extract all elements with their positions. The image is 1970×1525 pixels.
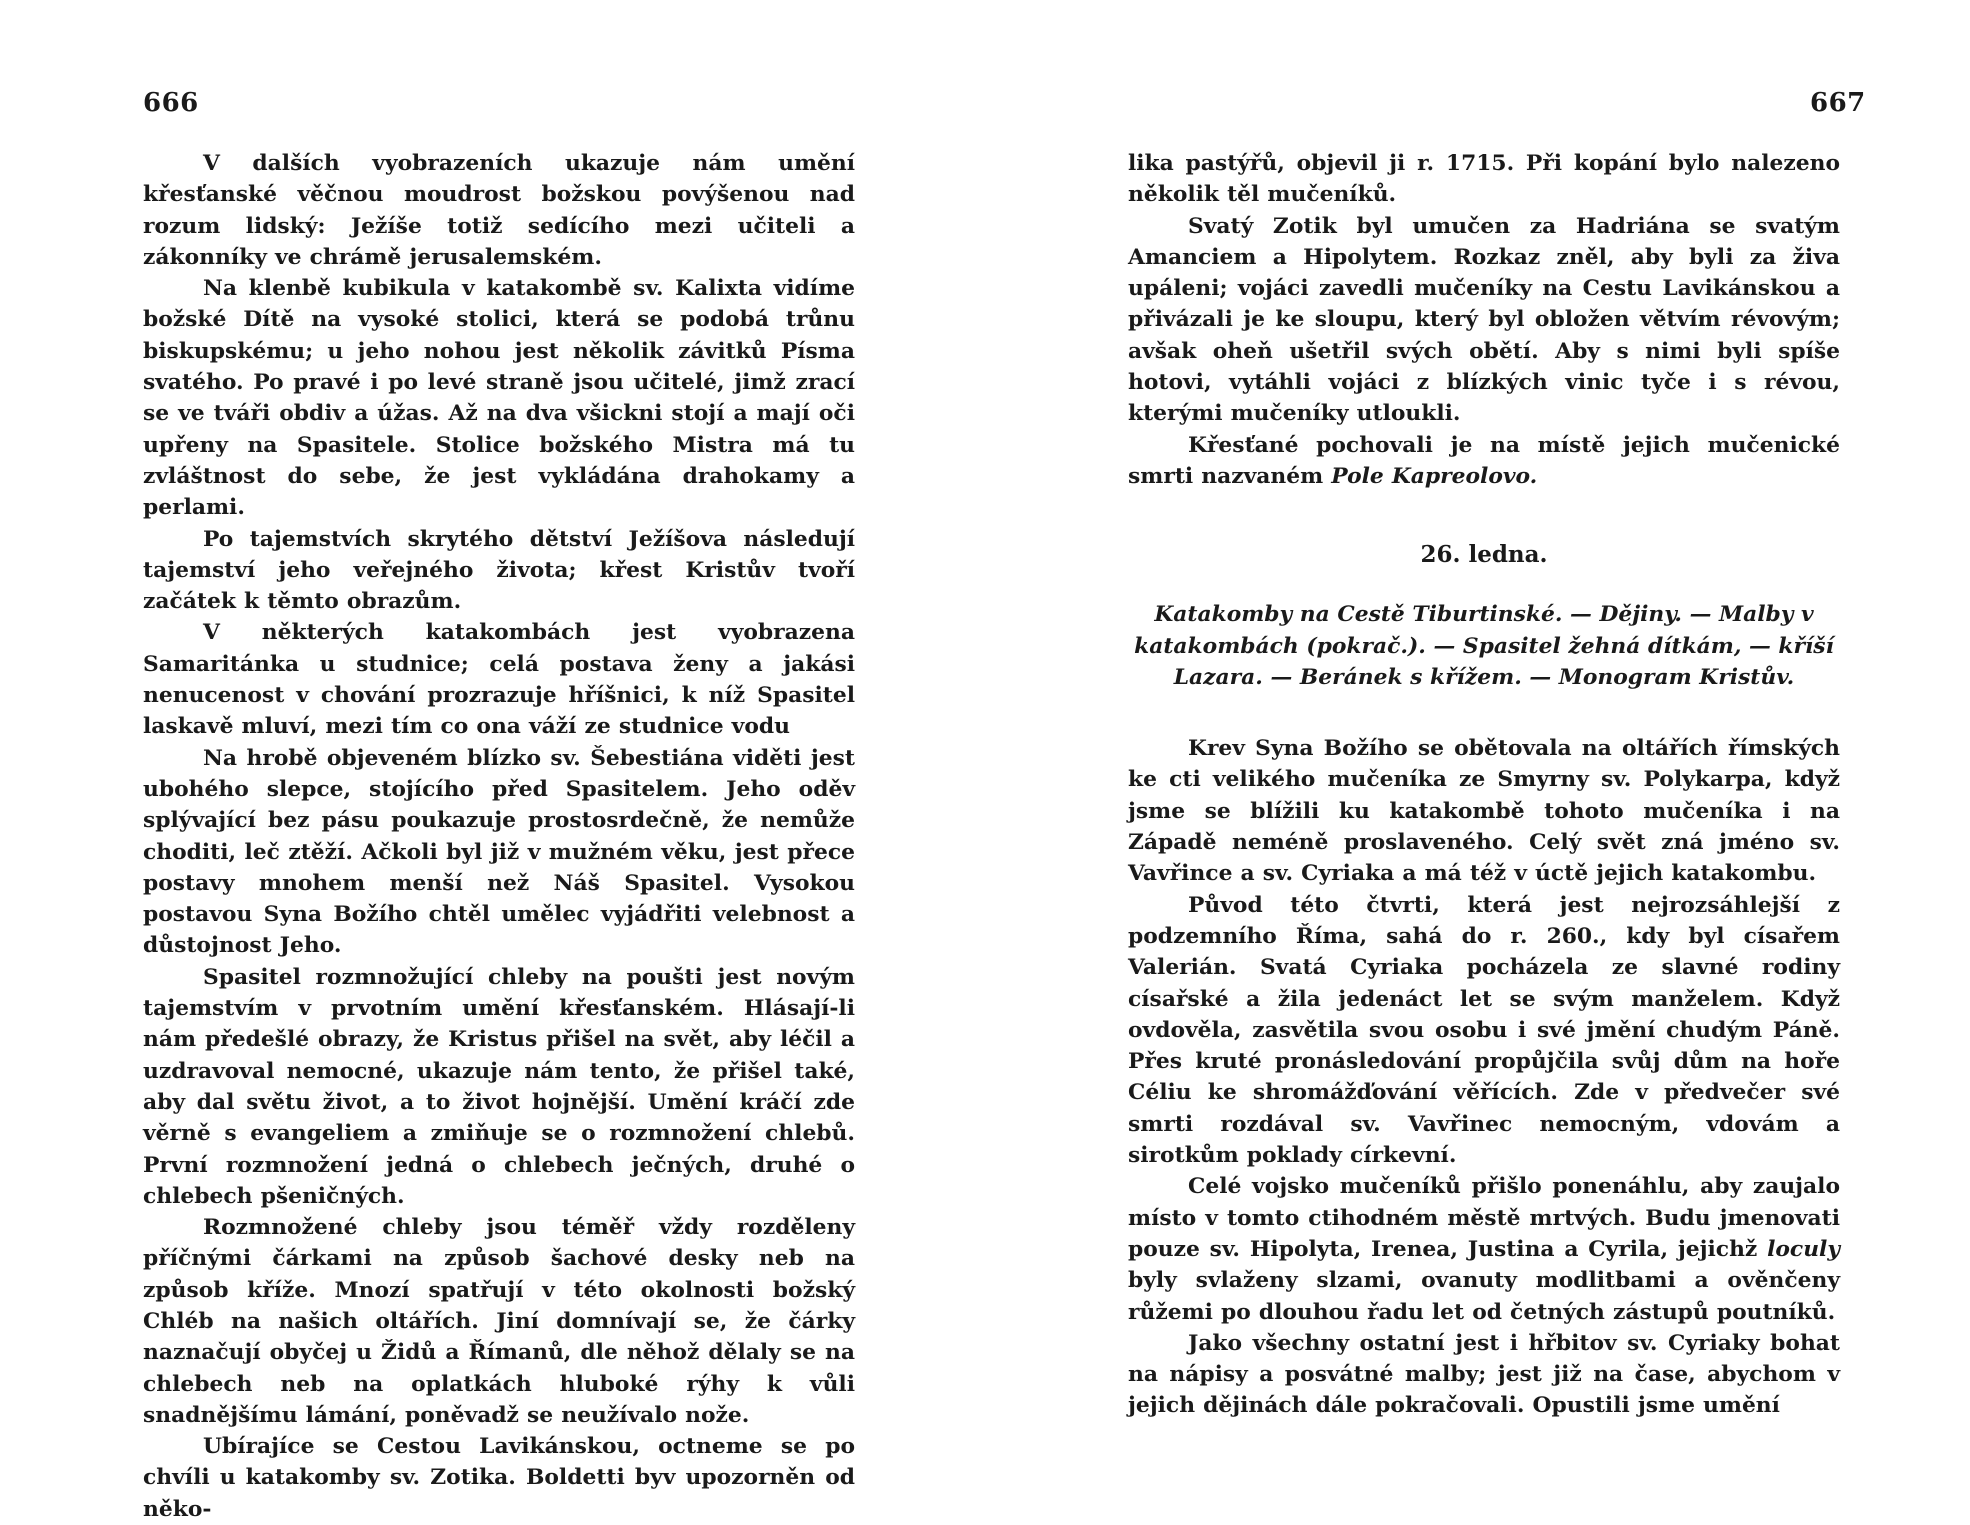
left-text-column xyxy=(143,148,855,1525)
spacer xyxy=(1128,693,1840,733)
paragraph xyxy=(1128,430,1840,493)
section-heading: 26. ledna. xyxy=(1420,541,1548,569)
spacer xyxy=(1128,570,1840,599)
left-page xyxy=(0,0,985,1522)
spacer xyxy=(1128,492,1840,539)
paragraph: Krev Syna Božího se obětovala na oltářích římských ke cti velikého mučeníka ze Smyrny sv. Polykarpa, když jsme se blížili ku katakombě tohoto mučeníka i na Západě neméně proslaveného. Celý svět zná jméno sv. Vavřince a sv. Cyriaka a má též v úctě jejich katakombu. xyxy=(1128,736,1840,887)
paragraph xyxy=(1128,1171,1840,1327)
latin-term: loculy xyxy=(1767,1236,1840,1262)
paragraph: V dalších vyobrazeních ukazuje nám umění křesťanské věčnou moudrost božskou povýšenou nad rozum lidský: Ježíše totiž sedícího mezi učiteli a zákonníky ve chrámě jerusalemském. xyxy=(143,151,855,270)
right-page xyxy=(985,0,1970,1501)
paragraph: Po tajemstvích skrytého dětství Ježíšova následují tajemství jeho veřejného života; křest Kristův tvoří začátek k těmto obrazům. xyxy=(143,526,855,615)
chapter-summary: Katakomby na Cestě Tiburtinské. — Dějiny. — Malby v katakombách (pokrač.). — Spasitel žehná dítkám, — kříší Lazara. — Beránek s křížem. — Monogram Kristův. xyxy=(1134,602,1834,690)
paragraph-text: Křesťané pochovali je na místě jejich mučenické smrti nazvaném xyxy=(1128,432,1840,489)
paragraph: Svatý Zotik byl umučen za Hadriána se svatým Amanciem a Hipolytem. Rozkaz zněl, aby byli za živa upáleni; vojáci zavedli mučeníky na Cestu Lavikánskou a přivázali je ke sloupu, který byl obložen větvím révovým; avšak oheň ušetřil svých obětí. Aby s nimi byli spíše hotovi, vytáhli vojáci z blízkých vinic tyče i s révou, kterými mučeníky utloukli. xyxy=(1128,213,1840,427)
paragraph-text: Celé vojsko mučeníků přišlo ponenáhlu, aby zaujalo místo v tomto ctihodném městě mrtvých. Budu jmenovati pouze sv. Hipolyta, Irenea, Justina a Cyrila, jejichž xyxy=(1128,1174,1840,1262)
page-number: 667 xyxy=(1810,88,1866,118)
paragraph-text: byly svlaženy slzami, ovanuty modlitbami a ověnčeny růžemi po dlouhou řadu let od četných zástupů poutníků. xyxy=(1128,1268,1840,1325)
right-text-column xyxy=(1128,148,1840,1422)
paragraph: lika pastýřů, objevil ji r. 1715. Při kopání bylo nalezeno několik těl mučeníků. xyxy=(1128,151,1840,208)
page-number: 666 xyxy=(143,88,199,118)
paragraph: V některých katakombách jest vyobrazena Samaritánka u studnice; celá postava ženy a jakási nenucenost v chování prozrazuje hříšnici, k níž Spasitel laskavě mluví, mezi tím co ona váží ze studnice vodu xyxy=(143,620,855,740)
paragraph: Rozmnožené chleby jsou téměř vždy rozděleny příčnými čárkami na způsob šachové desky neb na způsob kříže. Mnozí spatřují v této okolnosti božský Chléb na našich oltářích. Jiní domnívají se, že čárky naznačují obyčej u Židů a Římanů, dle něhož dělaly se na chlebech neb na oplatkách hluboké rýhy k vůli snadnějšímu lámání, poněvadž se neužívalo nože. xyxy=(143,1215,855,1428)
paragraph: Ubírajíce se Cestou Lavikánskou, octneme se po chvíli u katakomby sv. Zotika. Boldetti byv upozorněn od něko- xyxy=(143,1434,855,1522)
paragraph: Spasitel rozmnožující chleby na poušti jest novým tajemstvím v prvotním umění křesťanském. Hlásají-li nám předešlé obrazy, že Kristus přišel na svět, aby léčil a uzdravoval nemocné, ukazuje nám tento, že přišel také, aby dal světu život, a to život hojnější. Umění kráčí zde věrně s evangeliem a zmiňuje se o rozmnožení chlebů. První rozmnožení jedná o chlebech ječných, druhé o chlebech pšeničných. xyxy=(143,964,855,1209)
paragraph: Jako všechny ostatní jest i hřbitov sv. Cyriaky bohat na nápisy a posvátné malby; jest již na čase, abychom v jejich dějinách dále pokračovali. Opustili jsme umění xyxy=(1128,1330,1840,1419)
paragraph: Původ této čtvrti, která jest nejrozsáhlejší z podzemního Říma, sahá do r. 260., kdy byl císařem Valerián. Svatá Cyriaka pocházela ze slavné rodiny císařské a žila jedenáct let se svým manželem. Když ovdověla, zasvětila svou osobu i své jmění chudým Páně. Přes kruté pronásledování propůjčila svůj dům na hoře Céliu ke shromážďování věřících. Zde v předvečer své smrti rozdával sv. Vavřinec nemocným, vdovám a sirotkům poklady církevní. xyxy=(1128,892,1840,1169)
paragraph: Na klenbě kubikula v katakombě sv. Kalixta vidíme božské Dítě na vysoké stolici, která se podobá trůnu biskupskému; u jeho nohou jest několik závitků Písma svatého. Po pravé i po levé straně jsou učitelé, jimž zrací se ve tváři obdiv a úžas. Až na dva všickni stojí a mají oči upřeny na Spasitele. Stolice božského Mistra má tu zvláštnost do sebe, že jest vykládána drahokamy a perlami. xyxy=(143,276,855,521)
place-name: Pole Kapreolovo. xyxy=(1331,463,1538,489)
paragraph: Na hrobě objeveném blízko sv. Šebestiána viděti jest ubohého slepce, stojícího před Spasitelem. Jeho oděv splývající bez pásu poukazuje prostosrdečně, že nemůže choditi, leč ztěží. Ačkoli byl již v mužném věku, jest přece postavy mnohem menší než Náš Spasitel. Vysokou postavou Syna Božího chtěl umělec vyjádřiti velebnost a důstojnost Jeho. xyxy=(143,745,855,959)
